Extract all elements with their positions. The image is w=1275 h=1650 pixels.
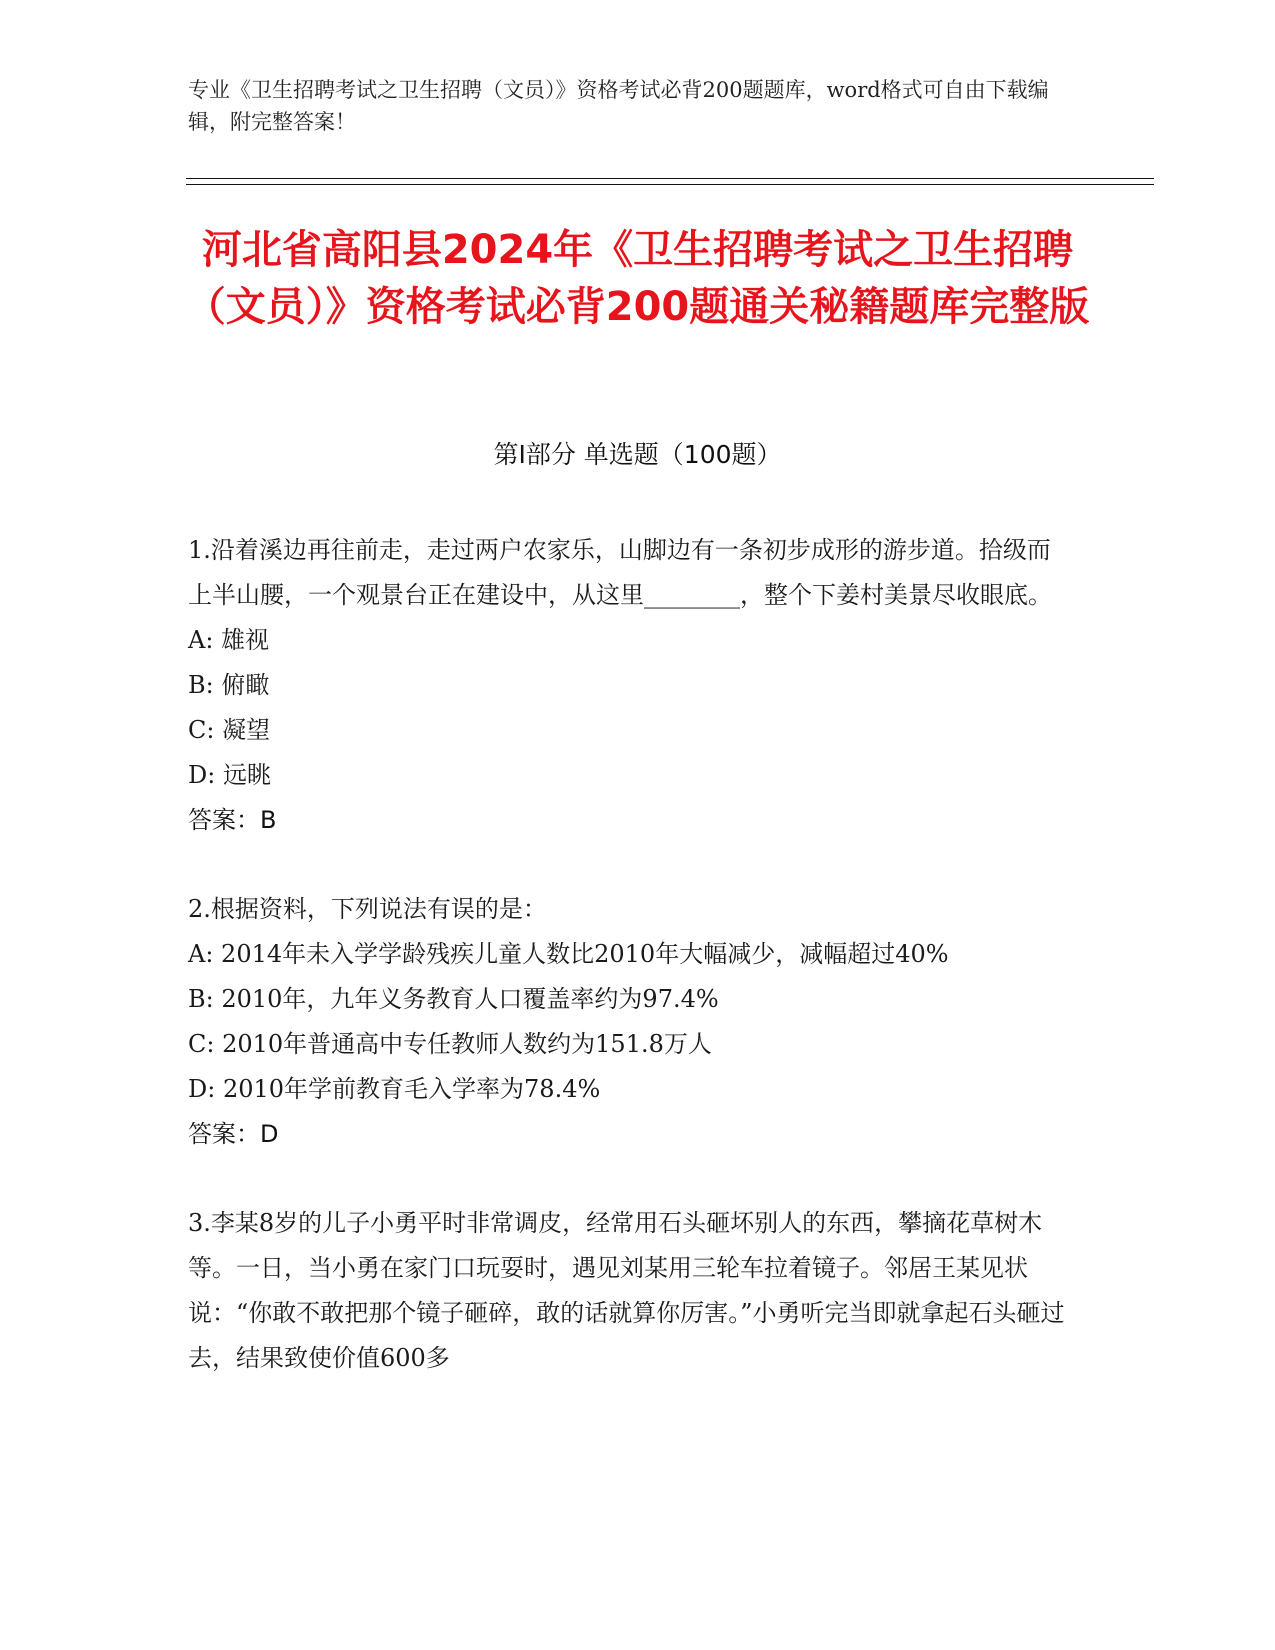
header-note: 专业《卫生招聘考试之卫生招聘（文员）》资格考试必背200题题库，word格式可自由下载编辑，附完整答案！: [188, 78, 1049, 134]
document-title: 河北省高阳县2024年《卫生招聘考试之卫生招聘（文员）》资格考试必背200题通关秘籍题库完整版: [185, 227, 1090, 330]
answer-line: 答案：D: [188, 1120, 279, 1148]
question-text: 2.根据资料，下列说法有误的是：: [188, 895, 547, 923]
question-text: 1.沿着溪边再往前走，走过两户农家乐，山脚边有一条初步成形的游步道。拾级而上半山腰，一个观景台正在建设中，从这里________，整个下姜村美景尽收眼底。: [188, 536, 1052, 609]
question-list: [188, 528, 1068, 1425]
header-divider-top: [186, 178, 1154, 179]
answer-line: 答案：B: [188, 806, 277, 834]
section-title: 第Ⅰ部分 单选题（100题）: [493, 440, 782, 469]
question-item: [188, 528, 1068, 843]
option-c: C: 2010年普通高中专任教师人数约为151.8万人: [188, 1030, 712, 1058]
question-item: [188, 1201, 1068, 1381]
option-b: B: 俯瞰: [188, 671, 270, 699]
header-divider-bottom: [186, 184, 1154, 185]
option-d: D: 2010年学前教育毛入学率为78.4%: [188, 1075, 601, 1103]
option-c: C: 凝望: [188, 716, 271, 744]
option-d: D: 远眺: [188, 761, 271, 789]
option-b: B: 2010年，九年义务教育人口覆盖率约为97.4%: [188, 985, 719, 1013]
question-item: [188, 887, 1068, 1157]
option-a: A: 2014年未入学学龄残疾儿童人数比2010年大幅减少，减幅超过40%: [188, 940, 949, 968]
option-a: A: 雄视: [188, 626, 270, 654]
question-text: 3.李某8岁的儿子小勇平时非常调皮，经常用石头砸坏别人的东西，攀摘花草树木等。一日，当小勇在家门口玩耍时，遇见刘某用三轮车拉着镜子。邻居王某见状说：“你敢不敢把那个镜子砸碎，敢的话就算你厉害。”小勇听完当即就拿起石头砸过去，结果致使价值600多: [188, 1209, 1065, 1372]
